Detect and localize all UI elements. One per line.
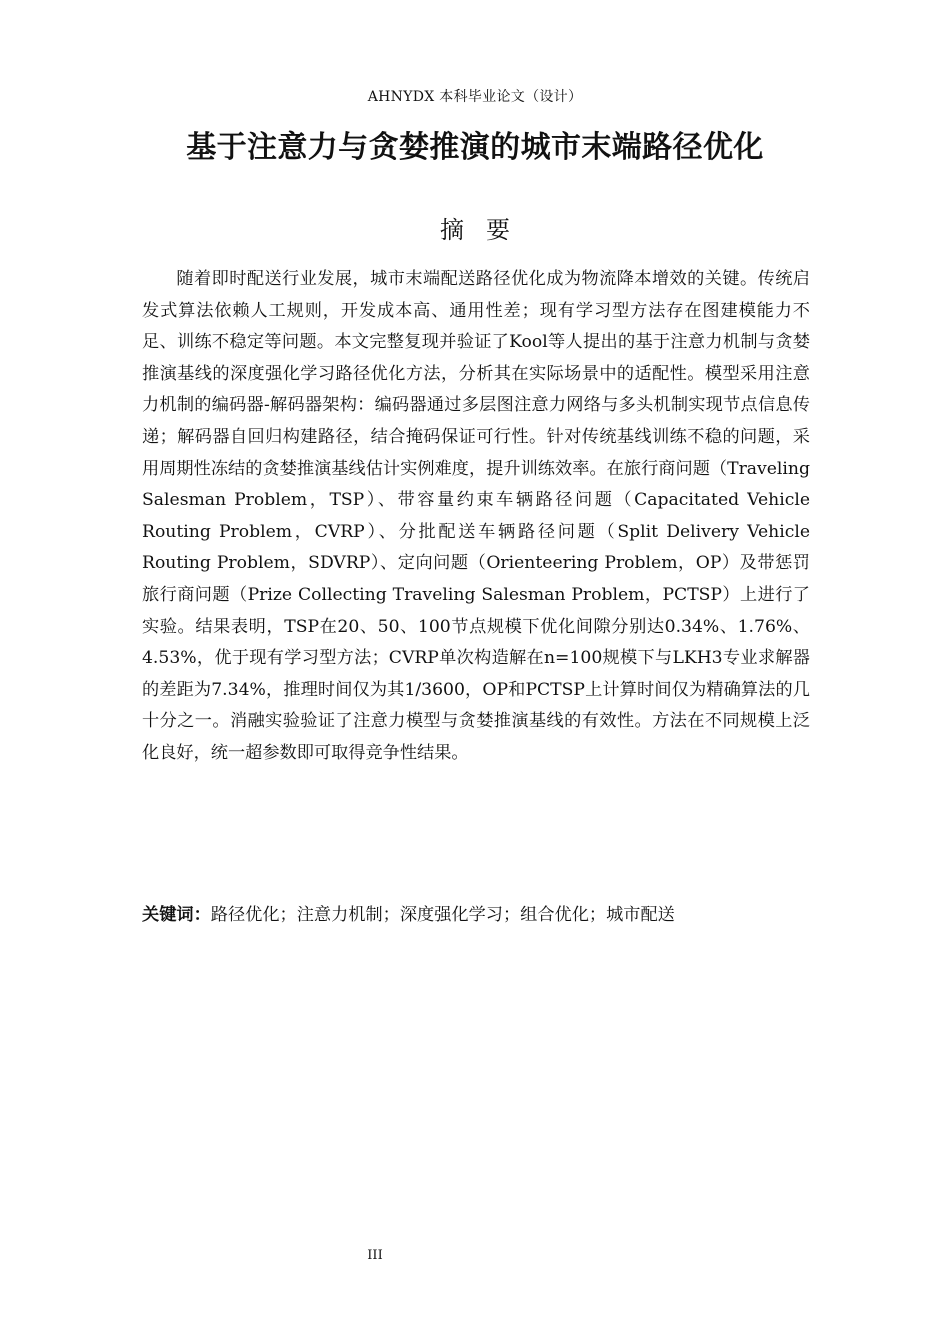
abstract-paragraph: 随着即时配送行业发展，城市末端配送路径优化成为物流降本增效的关键。传统启发式算法依赖人工规则，开发成本高、通用性差；现有学习型方法存在图建模能力不足、训练不稳定等问题。本文完整复现并验证了Kool等人提出的基于注意力机制与贪婪推演基线的深度强化学习路径优化方法，分析其在实际场景中的适配性。模型采用注意力机制的编码器-解码器架构：编码器通过多层图注意力网络与多头机制实现节点信息传递；解码器自回归构建路径，结合掩码保证可行性。针对传统基线训练不稳的问题，采用周期性冻结的贪婪推演基线估计实例难度，提升训练效率。在旅行商问题（Traveling Salesman Problem，TSP）、带容量约束车辆路径问题（Capacitated Vehicle Routing Problem，CVRP）、分批配送车辆路径问题（Split Delivery Vehicle Routing Problem，SDVRP）、定向问题（Orienteering Problem，OP）及带惩罚旅行商问题（Prize Collecting Traveling Salesman Problem，PCTSP）上进行了实验。结果表明，TSP在20、50、100节点规模下优化间隙分别达0.34%、1.76%、4.53%，优于现有学习型方法；CVRP单次构造解在n=100规模下与LKH3专业求解器的差距为7.34%，推理时间仅为其1/3600，OP和PCTSP上计算时间仅为精确算法的几十分之一。消融实验验证了注意力模型与贪婪推演基线的有效性。方法在不同规模上泛化良好，统一超参数即可取得竞争性结果。 — [142, 269, 810, 763]
abstract-heading: 摘要 — [440, 216, 532, 244]
keywords-line — [142, 900, 810, 931]
running-header: AHNYDX 本科毕业论文（设计） — [367, 89, 583, 105]
page-number: III — [367, 1248, 383, 1263]
keywords-label: 关键词： — [142, 905, 211, 925]
paper-title: 基于注意力与贪婪推演的城市末端路径优化 — [186, 130, 764, 165]
keywords-text: 路径优化；注意力机制；深度强化学习；组合优化；城市配送 — [210, 905, 675, 925]
